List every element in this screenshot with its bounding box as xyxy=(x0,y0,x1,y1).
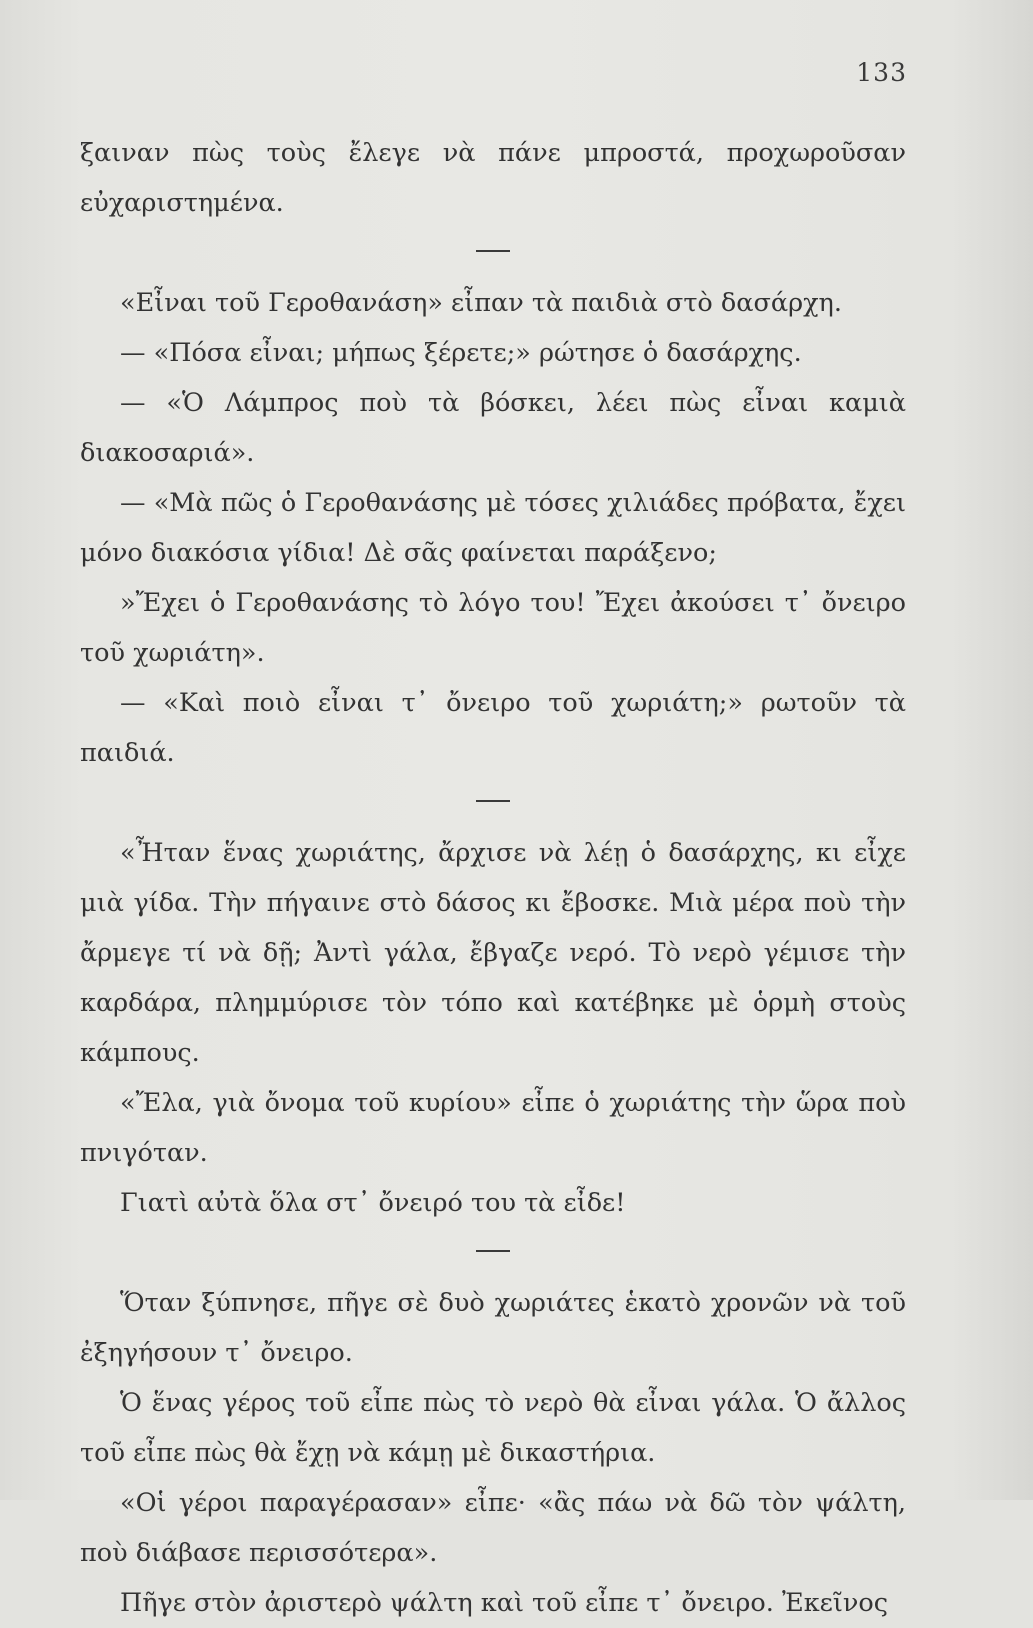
paragraph: ξαιναν πὼς τοὺς ἔλεγε νὰ πάνε μπροστά, προχωροῦσαν εὐχαριστημένα. xyxy=(80,138,906,218)
paragraph: — «Μὰ πῶς ὁ Γεροθανάσης μὲ τόσες χιλιάδες πρόβατα, ἔχει μόνο διακόσια γίδια! Δὲ σᾶς φαίνεται παράξενο; xyxy=(80,488,906,568)
paragraph: — «Ὁ Λάμπρος ποὺ τὰ βόσκει, λέει πὼς εἶναι καμιὰ διακοσαριά». xyxy=(80,388,906,468)
paragraph: «Ἦταν ἕνας χωριάτης, ἄρχισε νὰ λέῃ ὁ δασάρχης, κι εἶχε μιὰ γίδα. Τὴν πήγαινε στὸ δάσος κι ἔβοσκε. Μιὰ μέρα ποὺ τὴν ἄρμεγε τί νὰ δῇ; Ἀντὶ γάλα, ἔβγαζε νερό. Τὸ νερὸ γέμισε τὴν καρδάρα, πλημμύρισε τὸν τόπο καὶ κατέβηκε μὲ ὁρμὴ στοὺς κάμπους. xyxy=(80,838,906,1068)
paragraph: — «Πόσα εἶναι; μήπως ξέρετε;» ρώτησε ὁ δασάρχης. xyxy=(120,338,802,368)
page-number: 133 xyxy=(856,58,907,87)
paragraph: «Εἶναι τοῦ Γεροθανάση» εἶπαν τὰ παιδιὰ στὸ δασάρχη. xyxy=(120,288,842,318)
paragraph: «Ἔλα, γιὰ ὄνομα τοῦ κυρίου» εἶπε ὁ χωριάτης τὴν ὥρα ποὺ πνιγόταν. xyxy=(80,1088,906,1168)
paragraph: »Ἔχει ὁ Γεροθανάσης τὸ λόγο του! Ἔχει ἀκούσει τ᾽ ὄνειρο τοῦ χωριάτη». xyxy=(80,588,906,668)
page-body xyxy=(80,128,906,1628)
section-divider xyxy=(476,250,510,252)
section-divider xyxy=(476,1250,510,1252)
paragraph: Ὅταν ξύπνησε, πῆγε σὲ δυὸ χωριάτες ἑκατὸ χρονῶν νὰ τοῦ ἐξηγήσουν τ᾽ ὄνειρο. xyxy=(80,1288,906,1368)
paragraph: Πῆγε στὸν ἀριστερὸ ψάλτη καὶ τοῦ εἶπε τ᾽ ὄνειρο. Ἐκεῖνος xyxy=(120,1588,889,1618)
paragraph: «Οἱ γέροι παραγέρασαν» εἶπε· «ἂς πάω νὰ δῶ τὸν ψάλτη, ποὺ διάβασε περισσότερα». xyxy=(80,1488,906,1568)
paragraph: — «Καὶ ποιὸ εἶναι τ᾽ ὄνειρο τοῦ χωριάτη;» ρωτοῦν τὰ παιδιά. xyxy=(80,688,906,768)
paragraph: Γιατὶ αὐτὰ ὅλα στ᾽ ὄνειρό του τὰ εἶδε! xyxy=(120,1188,626,1218)
section-divider xyxy=(476,800,510,802)
paragraph: Ὁ ἕνας γέρος τοῦ εἶπε πὼς τὸ νερὸ θὰ εἶναι γάλα. Ὁ ἄλλος τοῦ εἶπε πὼς θὰ ἔχῃ νὰ κάμῃ μὲ δικαστήρια. xyxy=(80,1388,906,1468)
